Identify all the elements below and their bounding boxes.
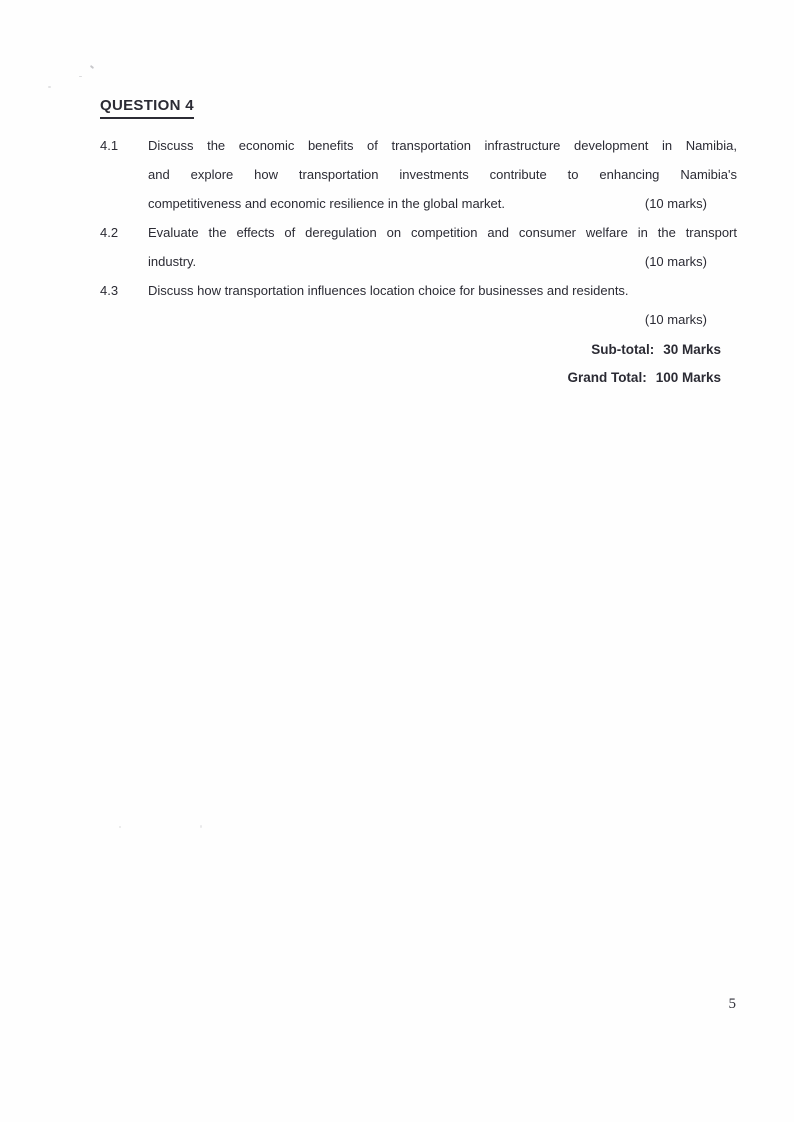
question-last-line	[148, 247, 737, 276]
question-last-line	[148, 305, 737, 334]
question-number: 4.2	[100, 225, 119, 240]
question-list	[100, 131, 737, 334]
scan-speck	[119, 826, 121, 828]
grand-total-value: 100 Marks	[655, 370, 721, 385]
question-text-line: competitiveness and economic resilience in the global market.	[148, 196, 505, 211]
question-text-line: Evaluate the effects of deregulation on competition and consumer welfare in the transport	[148, 225, 737, 240]
question-text	[148, 218, 737, 276]
scan-speck	[79, 76, 82, 77]
subtotal-label: Sub-total:	[591, 342, 655, 357]
question-last-line	[148, 189, 737, 218]
question-text-line: Discuss the economic benefits of transportation infrastructure development in Namibia,	[148, 138, 737, 153]
question-4-3	[100, 276, 737, 334]
question-number: 4.1	[100, 138, 119, 153]
grand-total-label: Grand Total:	[567, 370, 647, 385]
question-number: 4.3	[100, 283, 119, 298]
question-text-line: and explore how transportation investments contribute to enhancing Namibia's	[148, 167, 737, 182]
marks-label: (10 marks)	[644, 196, 707, 211]
question-heading-text: QUESTION 4	[100, 96, 194, 119]
totals-block	[100, 336, 737, 392]
subtotal-value: 30 Marks	[663, 342, 721, 357]
question-4-2	[100, 218, 737, 276]
marks-label: (10 marks)	[644, 254, 707, 269]
question-heading	[100, 96, 737, 119]
scan-speck	[48, 86, 51, 88]
subtotal-line	[100, 336, 721, 364]
question-text-line: Discuss how transportation influences location choice for businesses and residents.	[148, 283, 629, 298]
scan-speck	[90, 65, 94, 69]
page-content	[100, 96, 737, 392]
page-number: 5	[728, 996, 736, 1012]
question-text	[148, 131, 737, 218]
grand-total-line	[100, 364, 721, 392]
question-4-1	[100, 131, 737, 218]
scan-speck	[200, 825, 202, 828]
question-text-line: industry.	[148, 254, 197, 269]
question-text	[148, 276, 737, 334]
marks-label: (10 marks)	[644, 312, 707, 327]
